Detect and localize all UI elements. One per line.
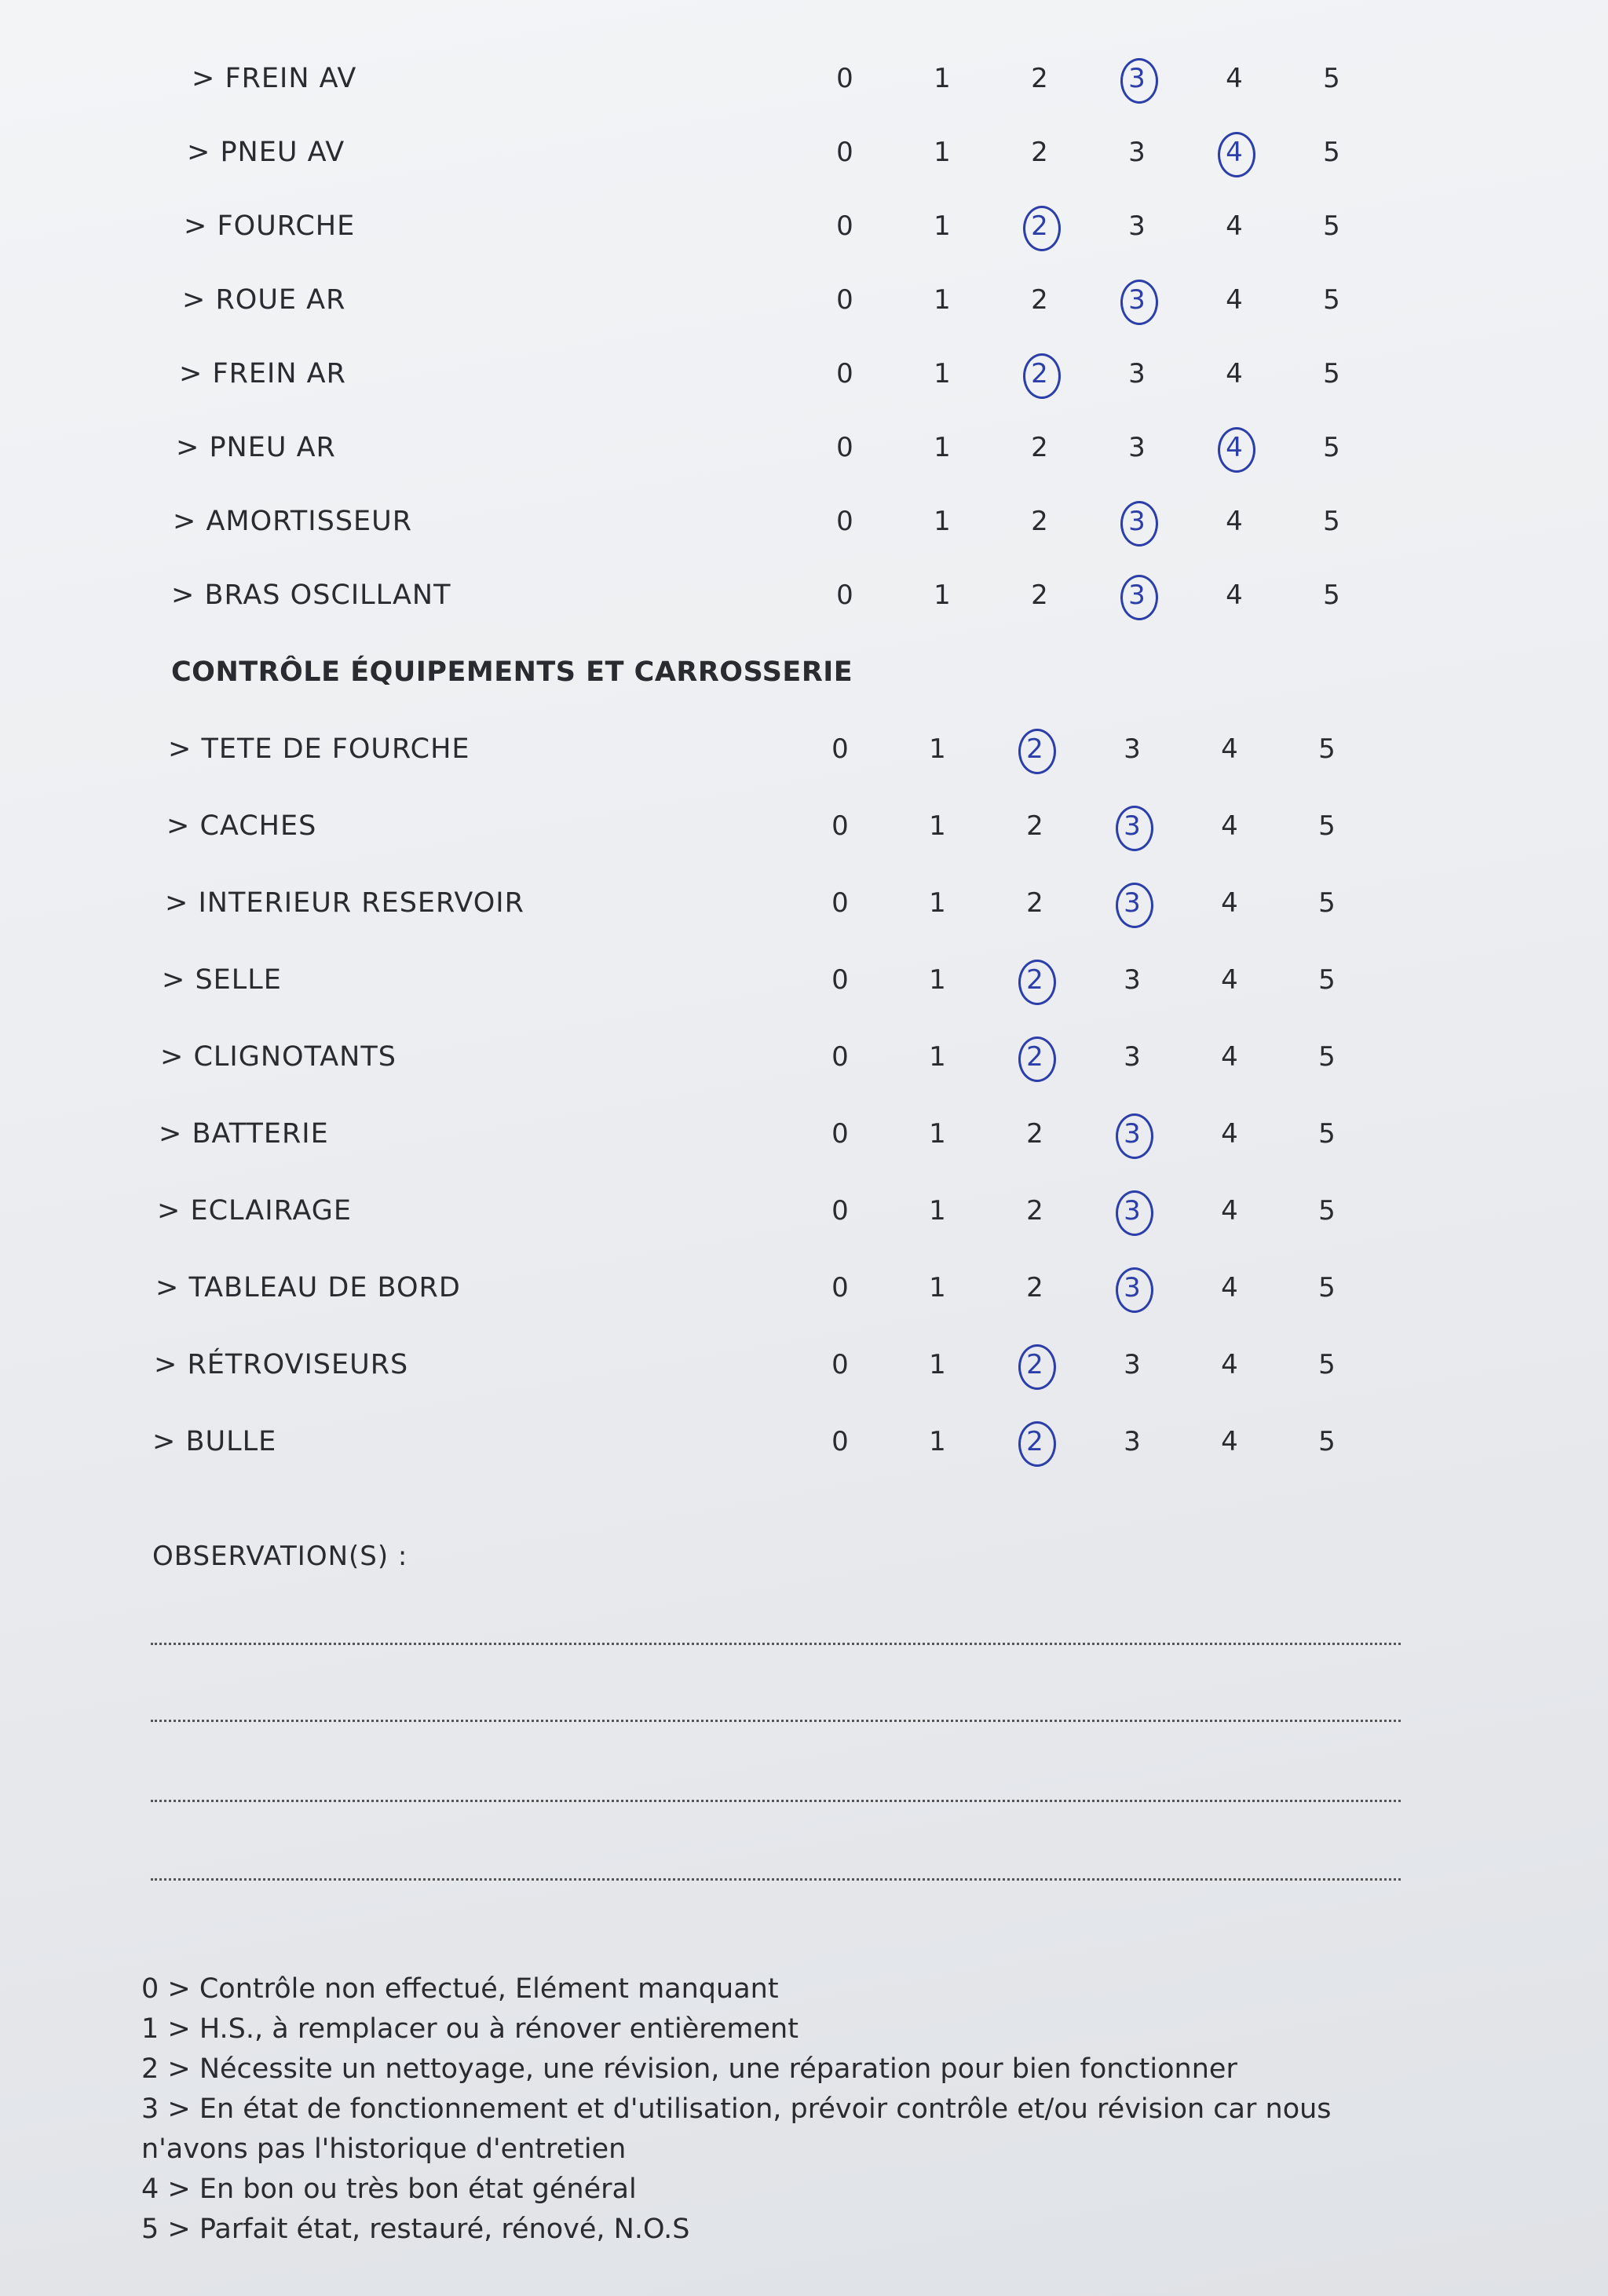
item-label: > BRAS OSCILLANT (171, 579, 451, 611)
score-option[interactable] (1008, 506, 1071, 537)
score-option[interactable] (1296, 1426, 1358, 1457)
score-option[interactable] (906, 887, 969, 919)
score-value: 0 (836, 63, 853, 94)
score-option-selected[interactable] (1203, 137, 1266, 168)
score-option[interactable] (1203, 579, 1266, 611)
score-value: 4 (1221, 1349, 1238, 1380)
score-value: 4 (1221, 887, 1238, 919)
checklist-row (0, 1266, 1608, 1313)
score-option-selected[interactable] (1003, 964, 1066, 996)
score-option[interactable] (809, 1272, 872, 1303)
score-option[interactable] (906, 1349, 969, 1380)
score-option[interactable] (1003, 1195, 1066, 1227)
score-value: 4 (1226, 358, 1243, 389)
score-value: 4 (1221, 1195, 1238, 1227)
score-value: 0 (831, 1118, 849, 1150)
score-option[interactable] (1203, 358, 1266, 389)
score-value: 3 (1124, 1195, 1141, 1227)
score-value: 2 (1031, 579, 1048, 611)
score-value: 4 (1221, 810, 1238, 842)
score-option[interactable] (1008, 579, 1071, 611)
score-value: 3 (1124, 1426, 1141, 1457)
score-value: 5 (1318, 733, 1336, 765)
score-option[interactable] (809, 810, 872, 842)
score-value: 2 (1031, 210, 1048, 242)
score-option[interactable] (1296, 1349, 1358, 1380)
observation-line[interactable] (151, 1878, 1401, 1881)
score-option[interactable] (1106, 137, 1168, 168)
checklist-row (0, 57, 1608, 104)
score-option[interactable] (1203, 506, 1266, 537)
score-option[interactable] (1300, 210, 1363, 242)
score-value: 0 (831, 810, 849, 842)
score-option[interactable] (1198, 1118, 1261, 1150)
checklist-row (0, 426, 1608, 473)
score-option[interactable] (911, 579, 974, 611)
score-option[interactable] (1300, 579, 1363, 611)
score-value: 4 (1226, 506, 1243, 537)
section-title: CONTRÔLE ÉQUIPEMENTS ET CARROSSERIE (171, 656, 853, 688)
score-value: 1 (929, 1041, 946, 1073)
score-value: 5 (1323, 63, 1340, 94)
score-value: 0 (831, 1349, 849, 1380)
score-option-selected[interactable] (1106, 579, 1168, 611)
score-value: 0 (831, 733, 849, 765)
score-option[interactable] (1003, 887, 1066, 919)
score-option[interactable] (813, 432, 876, 463)
score-option[interactable] (813, 284, 876, 316)
score-option[interactable] (1101, 733, 1164, 765)
score-option[interactable] (1300, 63, 1363, 94)
score-option[interactable] (906, 810, 969, 842)
item-label: > PNEU AR (176, 432, 336, 463)
score-option[interactable] (1003, 810, 1066, 842)
score-option[interactable] (1101, 1426, 1164, 1457)
score-option[interactable] (911, 506, 974, 537)
score-value: 2 (1026, 1272, 1043, 1303)
legend-line: 5 > Parfait état, restauré, rénové, N.O.S (141, 2214, 690, 2245)
item-label: > BULLE (152, 1426, 277, 1457)
score-value: 3 (1128, 506, 1146, 537)
score-option[interactable] (911, 432, 974, 463)
score-option[interactable] (809, 1195, 872, 1227)
score-value: 3 (1124, 1272, 1141, 1303)
score-value: 1 (934, 579, 951, 611)
score-value: 2 (1026, 887, 1043, 919)
score-value: 4 (1221, 733, 1238, 765)
checklist-row (0, 804, 1608, 851)
item-label: > CACHES (166, 810, 317, 842)
score-value: 3 (1124, 964, 1141, 996)
score-option[interactable] (813, 579, 876, 611)
score-option[interactable] (1198, 1195, 1261, 1227)
score-value: 2 (1031, 284, 1048, 316)
score-value: 5 (1323, 210, 1340, 242)
score-value: 1 (934, 137, 951, 168)
score-value: 0 (836, 432, 853, 463)
score-option[interactable] (1296, 964, 1358, 996)
score-option[interactable] (1300, 358, 1363, 389)
score-option-selected[interactable] (1101, 887, 1164, 919)
score-value: 2 (1026, 964, 1043, 996)
score-option[interactable] (1101, 1349, 1164, 1380)
score-value: 5 (1318, 1349, 1336, 1380)
score-option[interactable] (906, 733, 969, 765)
score-value: 2 (1031, 63, 1048, 94)
score-value: 5 (1318, 810, 1336, 842)
score-option[interactable] (809, 964, 872, 996)
checklist-row (0, 958, 1608, 1005)
score-value: 2 (1026, 1195, 1043, 1227)
score-option-selected[interactable] (1003, 1349, 1066, 1380)
score-option[interactable] (1198, 810, 1261, 842)
item-label: > TETE DE FOURCHE (168, 733, 470, 765)
score-option[interactable] (1008, 284, 1071, 316)
score-option-selected[interactable] (1106, 63, 1168, 94)
score-value: 4 (1226, 63, 1243, 94)
score-option-selected[interactable] (1003, 733, 1066, 765)
score-value: 4 (1226, 137, 1243, 168)
score-value: 3 (1128, 579, 1146, 611)
observations-label: OBSERVATION(S) : (152, 1541, 408, 1572)
checklist-row (0, 278, 1608, 325)
score-option[interactable] (1101, 964, 1164, 996)
score-option[interactable] (1198, 1349, 1261, 1380)
score-option[interactable] (813, 358, 876, 389)
score-option[interactable] (911, 137, 974, 168)
score-option[interactable] (911, 284, 974, 316)
checklist-row (0, 499, 1608, 547)
score-option[interactable] (1300, 432, 1363, 463)
score-option[interactable] (1296, 1272, 1358, 1303)
score-value: 0 (831, 1195, 849, 1227)
score-option[interactable] (906, 1041, 969, 1073)
score-value: 5 (1323, 579, 1340, 611)
score-value: 0 (831, 964, 849, 996)
score-value: 1 (934, 284, 951, 316)
score-option-selected[interactable] (1101, 810, 1164, 842)
score-value: 1 (929, 964, 946, 996)
score-value: 4 (1226, 210, 1243, 242)
score-value: 2 (1026, 1041, 1043, 1073)
score-value: 3 (1124, 733, 1141, 765)
score-option[interactable] (1300, 506, 1363, 537)
score-value: 4 (1226, 432, 1243, 463)
score-option[interactable] (1101, 1041, 1164, 1073)
item-label: > RÉTROVISEURS (154, 1349, 409, 1380)
score-value: 1 (934, 63, 951, 94)
score-value: 1 (929, 1195, 946, 1227)
score-option-selected[interactable] (1101, 1118, 1164, 1150)
score-value: 0 (836, 137, 853, 168)
score-option[interactable] (809, 1349, 872, 1380)
score-option[interactable] (1198, 887, 1261, 919)
score-value: 3 (1128, 210, 1146, 242)
score-option-selected[interactable] (1003, 1041, 1066, 1073)
score-value: 5 (1318, 1272, 1336, 1303)
score-value: 4 (1221, 964, 1238, 996)
score-value: 3 (1128, 358, 1146, 389)
score-value: 1 (929, 1272, 946, 1303)
score-value: 5 (1323, 137, 1340, 168)
score-option[interactable] (1296, 1195, 1358, 1227)
score-value: 1 (929, 1118, 946, 1150)
score-option[interactable] (1106, 432, 1168, 463)
score-option[interactable] (906, 1118, 969, 1150)
score-value: 0 (831, 1272, 849, 1303)
score-value: 5 (1323, 432, 1340, 463)
legend-line: n'avons pas l'historique d'entretien (141, 2133, 627, 2165)
legend-line: 2 > Nécessite un nettoyage, une révision, une réparation pour bien fonctionner (141, 2053, 1237, 2085)
score-value: 0 (836, 579, 853, 611)
score-value: 5 (1323, 358, 1340, 389)
item-label: > PNEU AV (187, 137, 345, 168)
score-option[interactable] (809, 887, 872, 919)
score-value: 5 (1318, 964, 1336, 996)
checklist-row (0, 573, 1608, 620)
score-option[interactable] (813, 210, 876, 242)
score-option-selected[interactable] (1106, 284, 1168, 316)
score-option[interactable] (911, 358, 974, 389)
legend-line: 1 > H.S., à remplacer ou à rénover entièrement (141, 2013, 799, 2045)
observation-line[interactable] (151, 1643, 1401, 1645)
score-value: 0 (836, 284, 853, 316)
score-value: 2 (1026, 1118, 1043, 1150)
score-option[interactable] (1296, 810, 1358, 842)
score-option[interactable] (1198, 1426, 1261, 1457)
score-value: 3 (1124, 887, 1141, 919)
score-option[interactable] (911, 210, 974, 242)
item-label: > FREIN AR (179, 358, 346, 389)
score-option[interactable] (1198, 964, 1261, 996)
score-option[interactable] (1296, 733, 1358, 765)
checklist-row (0, 130, 1608, 177)
score-value: 1 (934, 432, 951, 463)
score-option[interactable] (1198, 1041, 1261, 1073)
score-value: 4 (1226, 579, 1243, 611)
score-value: 1 (929, 733, 946, 765)
score-value: 5 (1318, 1118, 1336, 1150)
score-option-selected[interactable] (1106, 506, 1168, 537)
score-value: 4 (1221, 1426, 1238, 1457)
score-option[interactable] (809, 1041, 872, 1073)
score-option[interactable] (813, 137, 876, 168)
checklist-row (0, 1112, 1608, 1159)
score-option[interactable] (1003, 1272, 1066, 1303)
score-value: 3 (1124, 1041, 1141, 1073)
score-option[interactable] (911, 63, 974, 94)
item-label: > ECLAIRAGE (157, 1195, 353, 1227)
score-value: 0 (831, 1426, 849, 1457)
score-value: 2 (1026, 1426, 1043, 1457)
score-option[interactable] (906, 1426, 969, 1457)
score-value: 0 (836, 358, 853, 389)
legend-line: 0 > Contrôle non effectué, Elément manquant (141, 1973, 779, 2005)
score-option[interactable] (906, 1195, 969, 1227)
score-value: 3 (1128, 63, 1146, 94)
score-value: 5 (1323, 506, 1340, 537)
score-option[interactable] (906, 1272, 969, 1303)
score-value: 3 (1124, 1118, 1141, 1150)
item-label: > FOURCHE (184, 210, 356, 242)
score-option-selected[interactable] (1008, 358, 1071, 389)
observation-line[interactable] (151, 1800, 1401, 1802)
score-option[interactable] (1203, 284, 1266, 316)
score-value: 1 (934, 358, 951, 389)
legend-line: 3 > En état de fonctionnement et d'utilisation, prévoir contrôle et/ou révision car nous (141, 2093, 1332, 2125)
score-option[interactable] (1198, 1272, 1261, 1303)
score-value: 4 (1221, 1041, 1238, 1073)
score-value: 1 (934, 210, 951, 242)
score-value: 1 (929, 810, 946, 842)
score-option[interactable] (813, 63, 876, 94)
score-option[interactable] (1296, 1041, 1358, 1073)
score-value: 3 (1124, 810, 1141, 842)
score-option[interactable] (1296, 1118, 1358, 1150)
score-value: 4 (1221, 1272, 1238, 1303)
score-value: 4 (1221, 1118, 1238, 1150)
checklist-row (0, 352, 1608, 399)
checklist-row (0, 881, 1608, 928)
item-label: > ROUE AR (182, 284, 346, 316)
score-value: 1 (929, 1426, 946, 1457)
score-value: 3 (1128, 284, 1146, 316)
rating-legend (141, 1969, 1398, 2250)
score-option[interactable] (1300, 137, 1363, 168)
score-value: 5 (1318, 887, 1336, 919)
score-value: 5 (1318, 1195, 1336, 1227)
score-value: 0 (836, 506, 853, 537)
score-value: 2 (1031, 432, 1048, 463)
score-option[interactable] (809, 1118, 872, 1150)
score-value: 4 (1226, 284, 1243, 316)
item-label: > CLIGNOTANTS (160, 1041, 397, 1073)
observation-line[interactable] (151, 1720, 1401, 1722)
checklist-row (0, 204, 1608, 251)
item-label: > AMORTISSEUR (173, 506, 413, 537)
score-value: 3 (1124, 1349, 1141, 1380)
score-option[interactable] (1008, 63, 1071, 94)
item-label: > FREIN AV (192, 63, 357, 94)
score-value: 1 (929, 887, 946, 919)
score-option-selected[interactable] (1203, 432, 1266, 463)
score-option[interactable] (1300, 284, 1363, 316)
score-value: 2 (1026, 810, 1043, 842)
score-option-selected[interactable] (1101, 1272, 1164, 1303)
score-value: 0 (836, 210, 853, 242)
score-option[interactable] (906, 964, 969, 996)
score-option[interactable] (1198, 733, 1261, 765)
score-option[interactable] (1008, 432, 1071, 463)
score-value: 1 (934, 506, 951, 537)
score-value: 5 (1323, 284, 1340, 316)
score-value: 2 (1031, 506, 1048, 537)
score-option-selected[interactable] (1008, 210, 1071, 242)
checklist-row (0, 727, 1608, 774)
item-label: > INTERIEUR RESERVOIR (165, 887, 524, 919)
score-value: 0 (831, 1041, 849, 1073)
checklist-row (0, 1035, 1608, 1082)
checklist-row (0, 1343, 1608, 1390)
score-value: 0 (831, 887, 849, 919)
score-option[interactable] (1003, 1118, 1066, 1150)
score-option[interactable] (1106, 358, 1168, 389)
score-option[interactable] (1203, 63, 1266, 94)
score-value: 2 (1026, 1349, 1043, 1380)
score-value: 5 (1318, 1041, 1336, 1073)
score-option-selected[interactable] (1101, 1195, 1164, 1227)
checklist-row (0, 1420, 1608, 1467)
score-option[interactable] (1106, 210, 1168, 242)
score-option-selected[interactable] (1003, 1426, 1066, 1457)
score-value: 2 (1031, 358, 1048, 389)
score-value: 1 (929, 1349, 946, 1380)
score-option[interactable] (1203, 210, 1266, 242)
score-value: 5 (1318, 1426, 1336, 1457)
score-value: 2 (1026, 733, 1043, 765)
score-option[interactable] (809, 733, 872, 765)
item-label: > TABLEAU DE BORD (155, 1272, 461, 1303)
legend-line: 4 > En bon ou très bon état général (141, 2174, 637, 2205)
score-value: 3 (1128, 432, 1146, 463)
score-value: 3 (1128, 137, 1146, 168)
score-option[interactable] (813, 506, 876, 537)
score-option[interactable] (1008, 137, 1071, 168)
item-label: > BATTERIE (159, 1118, 329, 1150)
score-option[interactable] (809, 1426, 872, 1457)
item-label: > SELLE (162, 964, 282, 996)
score-option[interactable] (1296, 887, 1358, 919)
checklist-row (0, 1189, 1608, 1236)
score-value: 2 (1031, 137, 1048, 168)
